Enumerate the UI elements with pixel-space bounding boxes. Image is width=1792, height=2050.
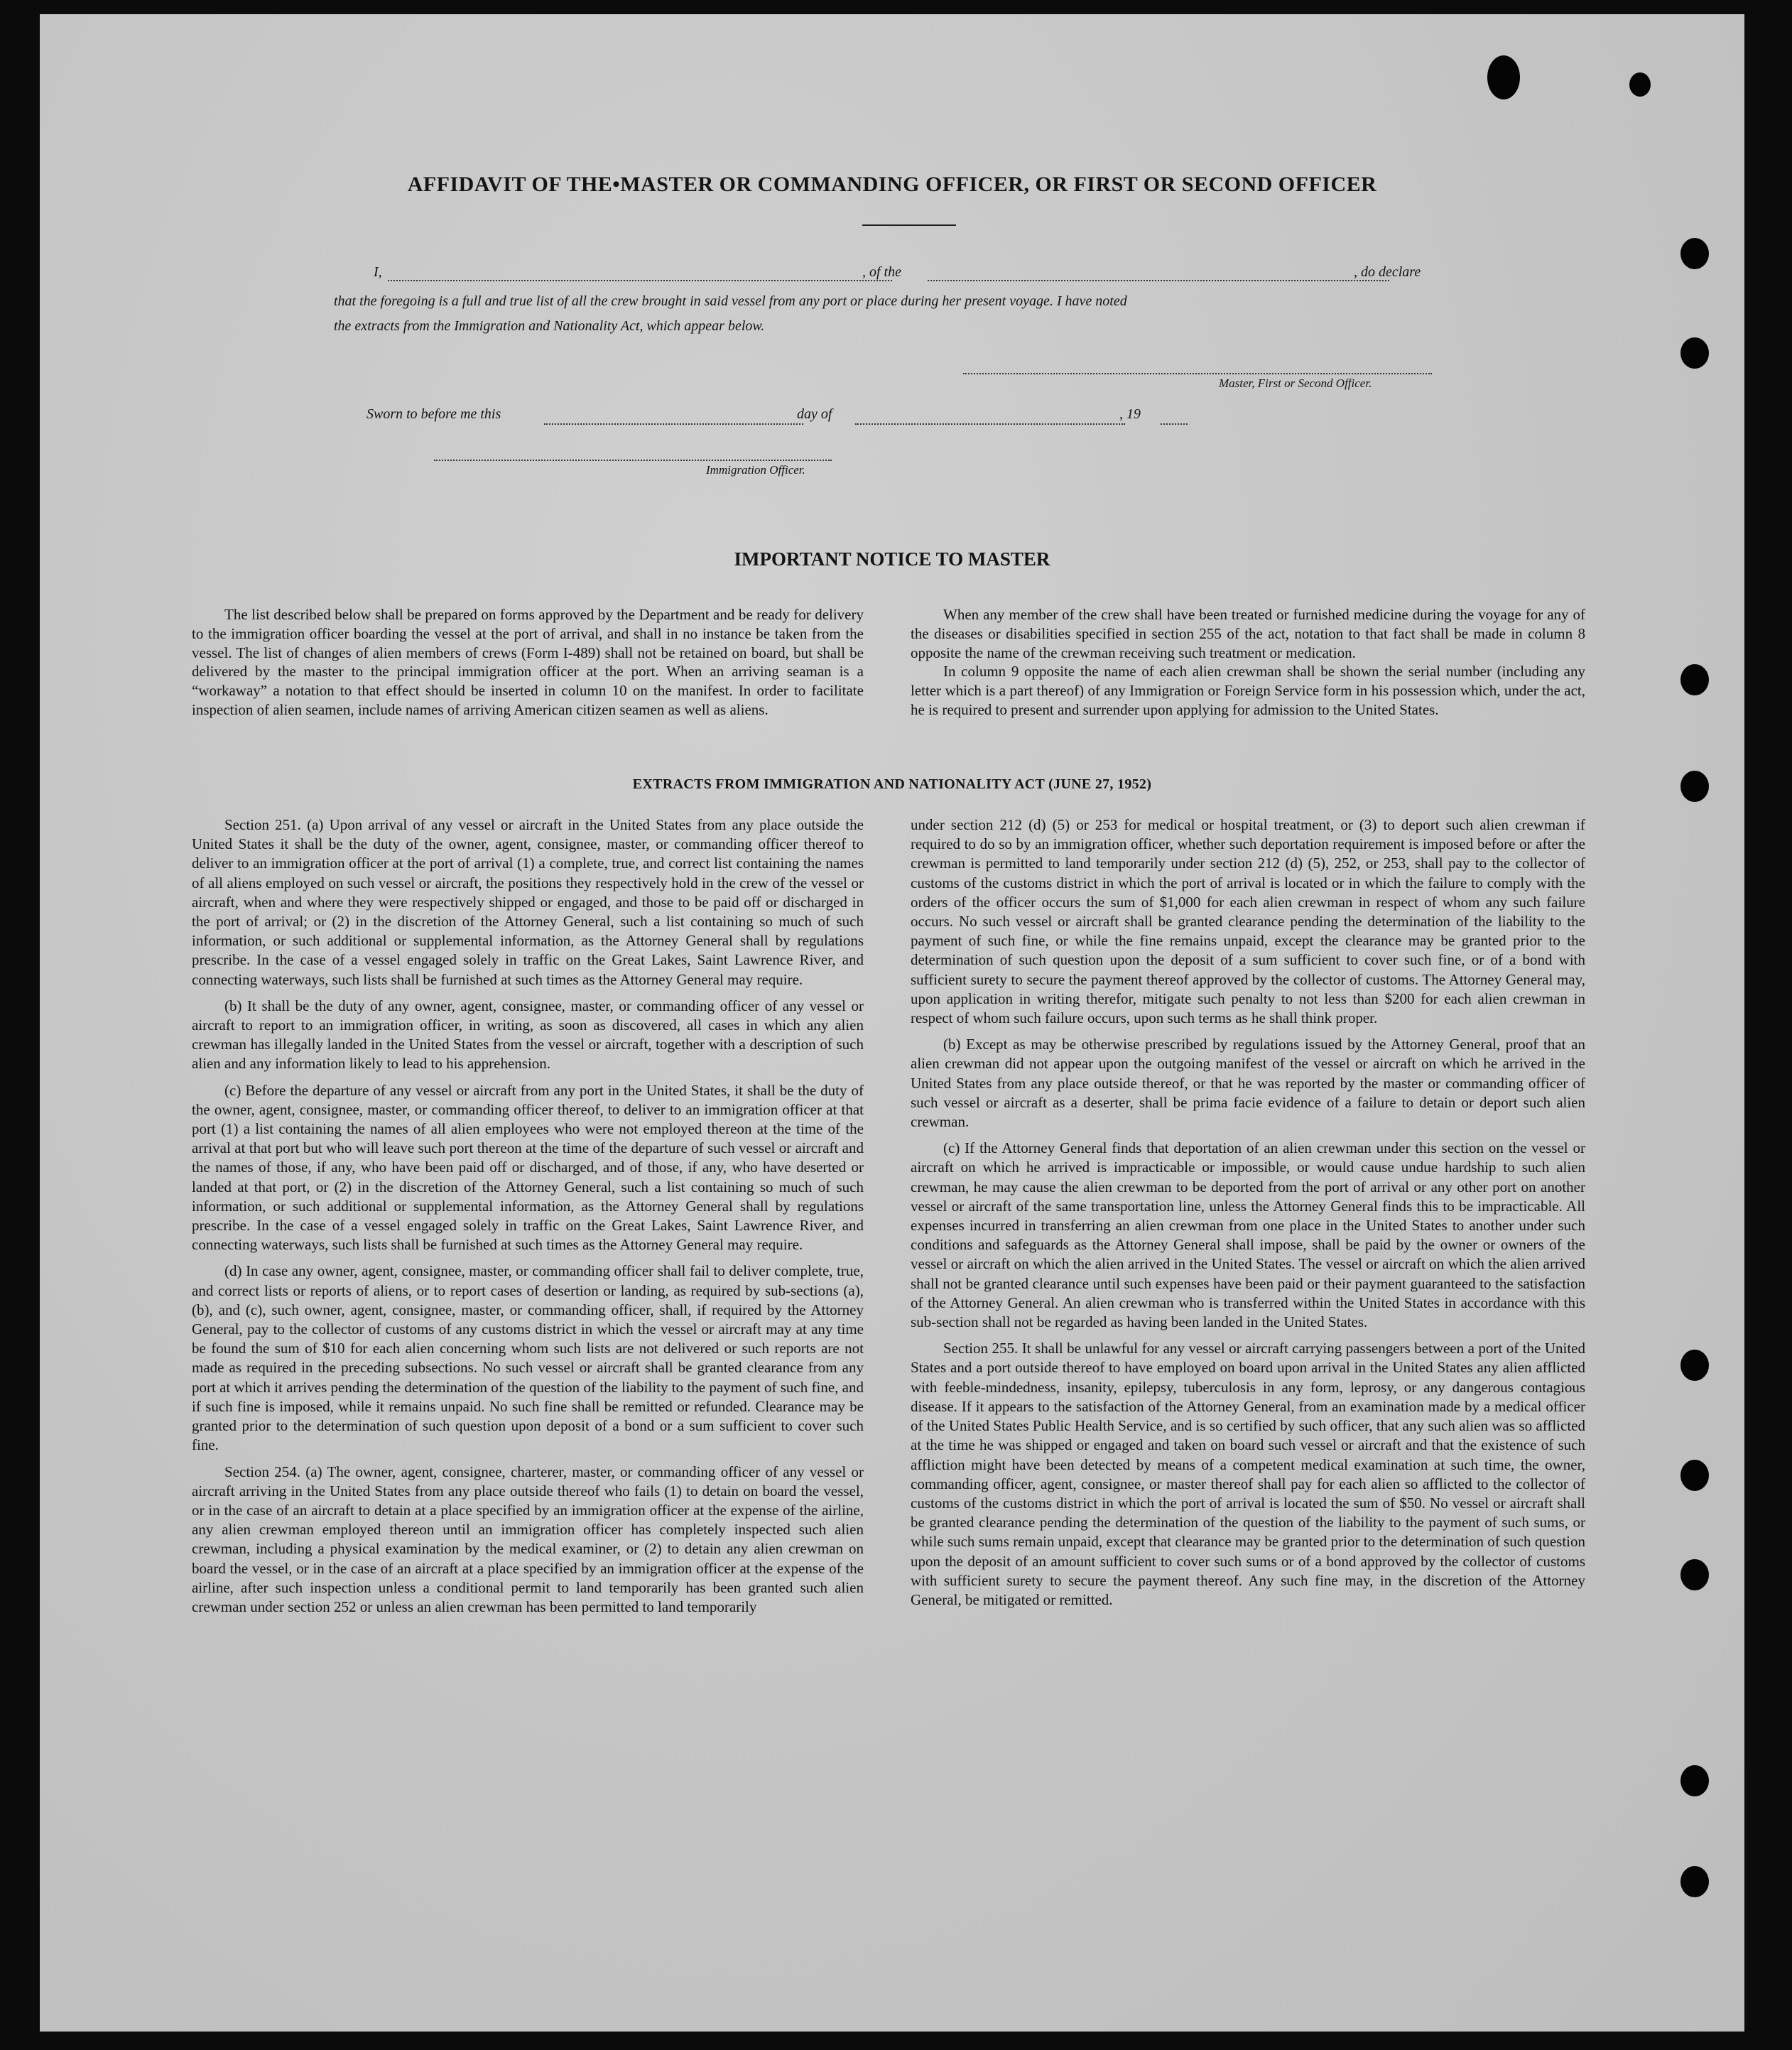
title-underline xyxy=(862,224,956,226)
master-signature-line[interactable] xyxy=(963,373,1432,374)
affidavit-title: AFFIDAVIT OF THE•MASTER OR COMMANDING OFFICER, OR FIRST OR SECOND OFFICER xyxy=(407,173,1377,196)
extracts-right-column xyxy=(911,815,1585,1610)
punch-hole xyxy=(1680,664,1709,695)
notice-paragraph: The list described below shall be prepared on forms approved by the Department and be ready for delivery to the immigration officer boarding the vessel at the port of arrival, and shall in no instance be taken from the vessel. The list of changes of alien members of crews (Form I-489) shall not be retained on board, but shall be delivered by the master to the principal immigration officer at the port. When an arriving seaman is a “workaway” a notation to that effect should be inserted in column 10 on the manifest. In order to facilitate inspection of alien seamen, include names of arriving American citizen seamen as well as aliens. xyxy=(192,606,864,718)
declarant-label: I, xyxy=(374,264,382,280)
notice-title: IMPORTANT NOTICE TO MASTER xyxy=(734,548,1050,570)
section-254c: (c) If the Attorney General finds that deportation of an alien crewman under this section on the vessel or aircraft on which he arrived is impracticable or impossible, or would cause undue hardship to such alien crewman, he may cause the alien crewman to be deported from the port of arrival or any other port on another vessel or aircraft of the same transportation line, unless the Attorney General finds this to be impracticable. All expenses incurred in transferring an alien crewman from one place in the United States to another under such conditions and safeguards as the Attorney General shall impose, shall be paid by the owner or owners of the vessel or aircraft on which the alien arrived in the United States. The vessel or aircraft on which the alien arrived shall not be granted clearance until such expenses have been paid or their payment guaranteed to the satisfaction of the Attorney General. An alien crewman who is transferred within the United States in accordance with this sub-section shall not be regarded as having been landed in the United States. xyxy=(911,1139,1585,1331)
declaration-line-1: that the foregoing is a full and true list of all the crew brought in said vessel from any port or place during her present voyage. I have noted xyxy=(334,293,1127,309)
punch-hole xyxy=(1680,1866,1709,1897)
section-251c: (c) Before the departure of any vessel or aircraft from any port in the United States, it shall be the duty of the owner, agent, consignee, master, or commanding officer thereof, to deliver to an immigration officer at that port (1) a list containing the names of all alien employees who were not employed thereon at the time of the arrival at that port but who will leave such port thereon at the time of the departure of such vessel or aircraft and the names of those, if any, who have been paid off or discharged, and of those, if any, who have deserted or landed at that port, or (2) in the discretion of the Attorney General, such a list containing so much of such information, or such additional or supplemental information, as the Attorney General shall by regulations prescribe. In the case of a vessel engaged solely in traffic on the Great Lakes, Saint Lawrence River, and connecting waterways, such lists shall be furnished at such times as the Attorney General may require. xyxy=(192,1081,864,1254)
notice-right-column xyxy=(911,605,1585,720)
document-page xyxy=(40,14,1744,2032)
sworn-day-field[interactable] xyxy=(544,423,803,425)
notice-left-column xyxy=(192,605,864,720)
extracts-left-column xyxy=(192,815,864,1617)
punch-hole xyxy=(1680,238,1709,269)
ink-blot xyxy=(1487,55,1520,99)
day-of-label: day of xyxy=(797,406,832,422)
extracts-title: EXTRACTS FROM IMMIGRATION AND NATIONALITY ACT (JUNE 27, 1952) xyxy=(632,776,1152,792)
declarant-name-field[interactable] xyxy=(388,280,892,281)
notice-paragraph: In column 9 opposite the name of each alien crewman shall be shown the serial number (including any letter which is a part thereof) of any Immigration or Foreign Service form in his possession which, under the act, he is required to present and surrender upon applying for admission to the United States. xyxy=(911,663,1585,718)
section-251b: (b) It shall be the duty of any owner, agent, consignee, master, or commanding officer of any vessel or aircraft to report to an immigration officer, in writing, as soon as discovered, all cases in which any alien crewman has illegally landed in the United States from the vessel or aircraft, together with a description of such alien and any information likely to lead to his apprehension. xyxy=(192,997,864,1073)
ink-blot xyxy=(1629,72,1651,97)
of-the-label: , of the xyxy=(862,264,901,280)
sworn-month-field[interactable] xyxy=(855,423,1125,425)
punch-hole xyxy=(1680,1350,1709,1381)
punch-hole xyxy=(1680,1559,1709,1590)
do-declare-label: , do declare xyxy=(1354,264,1421,280)
punch-hole xyxy=(1680,337,1709,369)
section-251d: (d) In case any owner, agent, consignee, master, or commanding officer shall fail to deliver complete, true, and correct lists or reports of aliens, or to report cases of desertion or landing, as required by sub-sections (a), (b), and (c), such owner, agent, consignee, master, or commanding officer, shall, if required by the Attorney General, pay to the collector of customs of any customs district in which the vessel or aircraft may at any time be found the sum of $10 for each alien concerning whom such lists are not delivered or such reports are not made as required in the preceding subsections. No such vessel or aircraft shall be granted clearance from any port at which it arrives pending the determination of the question of the liability to the payment of such fine, and if such fine is imposed, while it remains unpaid. No such fine shall be remitted or refunded. Clearance may be granted prior to the determination of such question upon deposit of a bond or a sum sufficient to cover such fine. xyxy=(192,1262,864,1454)
vessel-name-field[interactable] xyxy=(928,280,1389,281)
declaration-line-2: the extracts from the Immigration and Nationality Act, which appear below. xyxy=(334,318,765,334)
section-254a: Section 254. (a) The owner, agent, consignee, charterer, master, or commanding officer of any vessel or aircraft arriving in the United States from any place outside thereof who fails (1) to detain on board the vessel, or in the case of an aircraft to detain at a place specified by an immigration officer at the expense of the airline, any alien crewman employed thereon until an immigration officer has completely inspected such alien crewman, including a physical examination by the medical examiner, or (2) to detain any alien crewman on board the vessel, or in the case of an aircraft at a place specified by an immigration officer at the expense of the airline, after such inspection unless a conditional permit to land temporarily has been granted such alien crewman under section 252 or unless an alien crewman has been permitted to land temporarily xyxy=(192,1463,864,1615)
sworn-label: Sworn to before me this xyxy=(366,406,501,422)
sworn-year-field[interactable] xyxy=(1161,423,1188,425)
immigration-officer-signature-line[interactable] xyxy=(434,460,832,461)
section-251a: Section 251. (a) Upon arrival of any vessel or aircraft in the United States from any place outside the United States it shall be the duty of the owner, agent, consignee, master, or commanding officer thereof to deliver to an immigration officer at the port of arrival (1) a complete, true, and correct list containing the names of all aliens employed on such vessel or aircraft, the positions they respectively hold in the crew of the vessel or aircraft, when and where they were respectively shipped or engaged, and those to be paid off or discharged in the port of arrival; or (2) in the discretion of the Attorney General, such a list containing so much of such information, or such additional or supplemental information, as the Attorney General shall by regulations prescribe. In the case of a vessel engaged solely in traffic on the Great Lakes, Saint Lawrence River, and connecting waterways, such lists shall be furnished at such times as the Attorney General may require. xyxy=(192,816,864,988)
section-254a-continued: under section 212 (d) (5) or 253 for medical or hospital treatment, or (3) to deport such alien crewman if required to do so by an immigration officer, whether such deportation requirement is imposed before or after the crewman is permitted to land temporarily under section 212 (d) (5), 252, or 253, shall pay to the collector of customs of the customs district in which the port of arrival is located or in which the failure to comply with the orders of the officer occurs the sum of $1,000 for each alien crewman in respect of whom any such failure occurs. No such vessel or aircraft shall be granted clearance pending the determination of the liability to the payment of such fine, or while the fine remains unpaid, except the clearance may be granted prior to the determination of such question upon the deposit of a sum sufficient to cover such fine, or of a bond with sufficient surety to secure the payment thereof approved by the collector of customs. The Attorney General may, upon application in writing therefor, mitigate such penalty to not less than $200 for each alien crewman in respect of whom such failure occurs, upon such terms as he shall think proper. xyxy=(911,816,1585,1027)
section-254b: (b) Except as may be otherwise prescribed by regulations issued by the Attorney General, proof that an alien crewman did not appear upon the outgoing manifest of the vessel or aircraft on which he arrived in the United States from any place outside thereof, or that he was reported by the master or commanding officer of such vessel or aircraft as a deserter, shall be prima facie evidence of a failure to detain or deport such alien crewman. xyxy=(911,1036,1585,1131)
section-255: Section 255. It shall be unlawful for any vessel or aircraft carrying passengers between a port of the United States and a port outside thereof to have employed on board upon arrival in the United States any alien afflicted with feeble-mindedness, insanity, epilepsy, tuberculosis in any form, leprosy, or any dangerous contagious disease. If it appears to the satisfaction of the Attorney General, from an examination made by a medical officer of the United States Public Health Service, and is so certified by such officer, that any such alien was so afflicted at the time he was shipped or engaged and taken on board such vessel or aircraft and that the existence of such affliction might have been detected by means of a competent medical examination at such time, the owner, commanding officer, agent, consignee, or master thereof shall pay for each alien so afflicted to the collector of customs of the customs district in which the port of arrival is located the sum of $50. No vessel or aircraft shall be granted clearance pending the determination of the question of the liability to the payment of such sums, or while such sums remain unpaid, except that clearance may be granted prior to the determination of such question upon the deposit of an amount sufficient to cover such sums or of a bond approved by the collector of customs with sufficient surety to secure the payment thereof. Any such fine may, in the discretion of the Attorney General, be mitigated or remitted. xyxy=(911,1340,1585,1608)
immigration-officer-caption: Immigration Officer. xyxy=(706,463,805,477)
year-label: , 19 xyxy=(1119,406,1141,422)
master-signature-caption: Master, First or Second Officer. xyxy=(1219,376,1372,390)
punch-hole xyxy=(1680,1765,1709,1796)
notice-paragraph: When any member of the crew shall have been treated or furnished medicine during the voyage for any of the diseases or disabilities specified in section 255 of the act, notation to that fact shall be made in column 8 opposite the name of the crewman receiving such treatment or medication. xyxy=(911,606,1585,661)
punch-hole xyxy=(1680,1460,1709,1491)
